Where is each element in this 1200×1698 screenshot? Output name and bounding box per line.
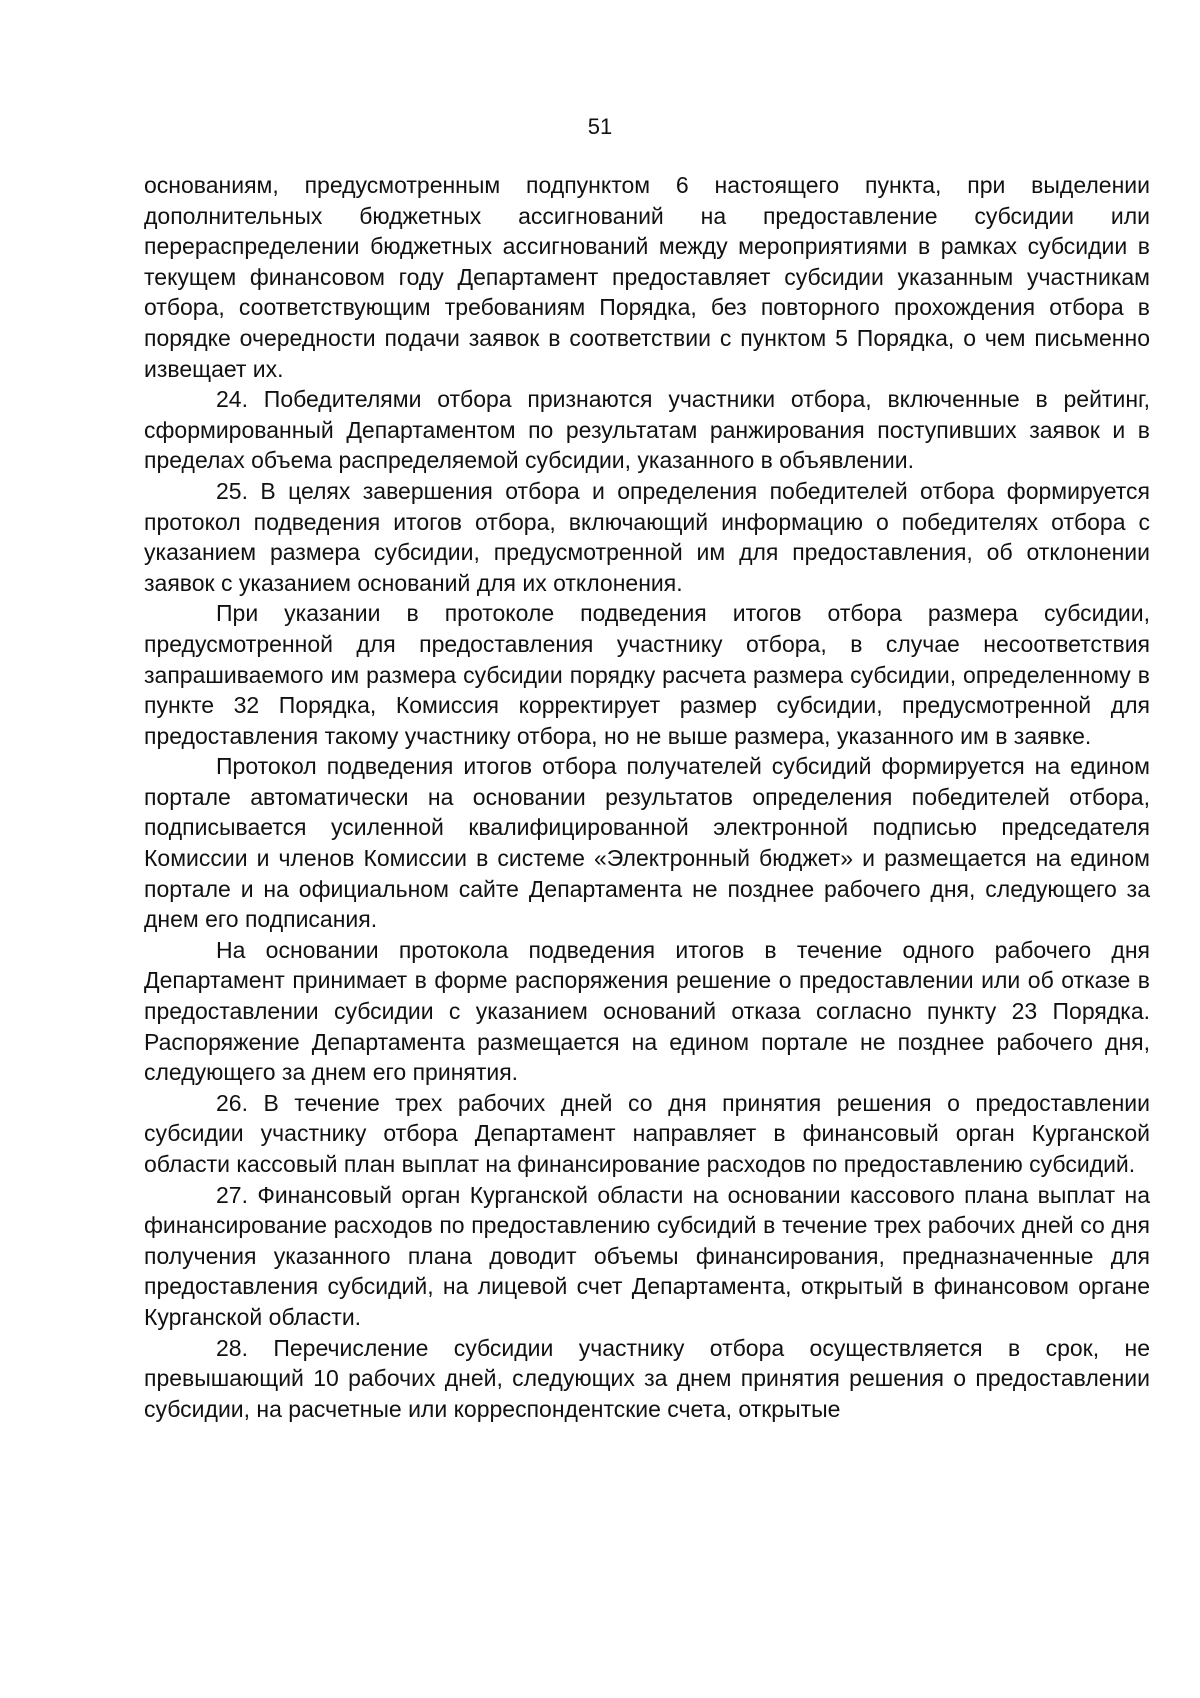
page-number: 51 [587, 114, 613, 139]
paragraph-decision: На основании протокола подведения итогов в течение одного рабочего дня Департамент принимает в форме распоряжения решение о предоставлении или об отказе в предоставлении субсидии с указанием оснований отказа согласно пункту 23 Порядка. Распоряжение Департамента размещается на едином портале не позднее рабочего дня, следующего за днем его принятия. [144, 936, 1150, 1086]
paragraph-item-24: 24. Победителями отбора признаются участники отбора, включенные в рейтинг, сформированный Департаментом по результатам ранжирования поступивших заявок и в пределах объема распределяемой субсидии, указанного в объявлении. [144, 386, 1150, 474]
paragraph-item-28: 28. Перечисление субсидии участнику отбора осуществляется в срок, не превышающий 10 рабочих дней, следующих за днем принятия решения о предоставлении субсидии, на расчетные или корреспондентские счета, открытые [144, 1334, 1150, 1422]
paragraph-item-26: 26. В течение трех рабочих дней со дня принятия решения о предоставлении субсидии участнику отбора Департамент направляет в финансовый орган Курганской области кассовый план выплат на финансирование расходов по предоставлению субсидий. [144, 1089, 1150, 1177]
document-body [144, 170, 1150, 1424]
paragraph-item-27: 27. Финансовый орган Курганской области на основании кассового плана выплат на финансирование расходов по предоставлению субсидий в течение трех рабочих дней со дня получения указанного плана доводит объемы финансирования, предназначенные для предоставления субсидий, на лицевой счет Департамента, открытый в финансовом органе Курганской области. [144, 1181, 1150, 1330]
paragraph-protocol: Протокол подведения итогов отбора получателей субсидий формируется на едином портале автоматически на основании результатов определения победителей отбора, подписывается усиленной квалифицированной электронной подписью председателя Комиссии и членов Комиссии в системе «Электронный бюджет» и размещается на едином портале и на официальном сайте Департамента не позднее рабочего дня, следующего за днем его подписания. [144, 753, 1150, 933]
paragraph-continuation: основаниям, предусмотренным подпунктом 6 настоящего пункта, при выделении дополнительных бюджетных ассигнований на предоставление субсидии или перераспределении бюджетных ассигнований между мероприятиями в рамках субсидии в текущем финансовом году Департамент предоставляет субсидии указанным участникам отбора, соответствующим требованиям Порядка, без повторного прохождения отбора в порядке очередности подачи заявок в соответствии с пунктом 5 Порядка, о чем письменно извещает их. [144, 172, 1150, 382]
paragraph-subsidy-size: При указании в протоколе подведения итогов отбора размера субсидии, предусмотренной для предоставления участнику отбора, в случае несоответствия запрашиваемого им размера субсидии порядку расчета размера субсидии, определенному в пункте 32 Порядка, Комиссия корректирует размер субсидии, предусмотренной для предоставления такому участнику отбора, но не выше размера, указанного им в заявке. [144, 600, 1150, 749]
paragraph-item-25: 25. В целях завершения отбора и определения победителей отбора формируется протокол подведения итогов отбора, включающий информацию о победителях отбора с указанием размера субсидии, предусмотренной им для предоставления, об отклонении заявок с указанием оснований для их отклонения. [144, 477, 1150, 596]
